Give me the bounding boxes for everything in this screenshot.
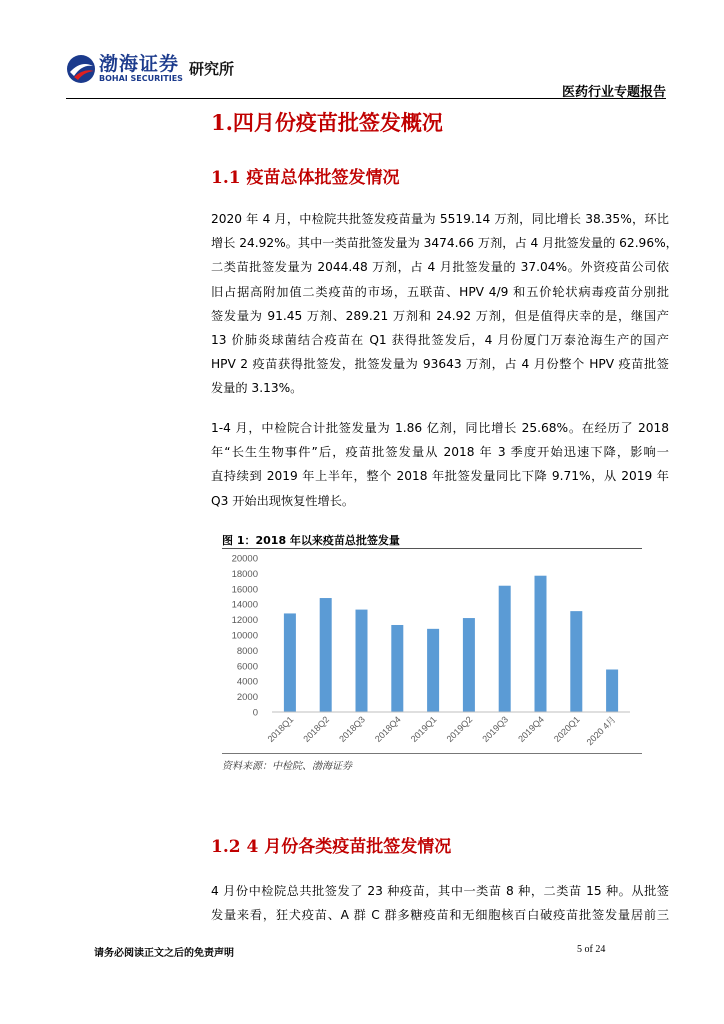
x-tick-label: 2018Q2 [301, 714, 332, 745]
paragraph-3 [211, 879, 669, 927]
section-heading-1: 1.四月份疫苗批签发概况 [211, 110, 443, 135]
vaccine-batch-release-bar-chart [222, 550, 642, 750]
x-tick-label: 2020 4月 [584, 714, 618, 748]
y-tick-label: 4000 [236, 676, 258, 688]
y-tick-label: 18000 [231, 568, 258, 580]
paragraph-2 [211, 416, 669, 513]
x-tick-label: 2019Q4 [516, 714, 546, 745]
footer-disclaimer: 请务必阅读正文之后的免责声明 [94, 948, 234, 959]
y-tick-label: 16000 [231, 584, 258, 596]
subsection-heading-1-2: 1.2 4 月份各类疫苗批签发情况 [211, 837, 452, 857]
text-line: 直持续到 2019 年上半年，整个 2018 年批签发量同比下降 9.71%，从 2019 年 [211, 469, 669, 484]
x-tick-label: 2020Q1 [551, 714, 582, 745]
bar-2019Q4 [535, 576, 547, 712]
page-number: 5 of 24 [577, 944, 606, 955]
x-tick-label: 2019Q2 [444, 714, 475, 745]
text-line: 4 月份中检院总共批签发了 23 种疫苗，其中一类苗 8 种，二类苗 15 种。从批签 [211, 884, 669, 898]
text-line: 旧占据高附加值二类疫苗的市场，五联苗、HPV 4/9 和五价轮状病毒疫苗分别批 [211, 284, 669, 299]
bar-2019Q2 [463, 618, 475, 712]
y-tick-label: 8000 [236, 645, 258, 657]
x-tick-label: 2018Q4 [372, 714, 403, 745]
y-tick-label: 20000 [231, 553, 258, 565]
bar-2018Q2 [320, 598, 332, 712]
report-type: 医药行业专题报告 [561, 85, 666, 100]
y-tick-label: 2000 [236, 692, 258, 704]
bar-2018Q4 [391, 625, 403, 712]
bar-2020Q1 [570, 611, 582, 712]
paragraph-1 [211, 207, 678, 401]
bar-2018Q3 [356, 610, 368, 712]
text-line: 二类苗批签发量为 2044.48 万剂，占 4 月批签发量的 37.04%。外资疫苗公司依 [211, 260, 669, 275]
text-line: HPV 2 疫苗获得批签发，批签发量为 93643 万剂，占 4 月份整个 HPV 疫苗批签 [211, 357, 669, 372]
bar-2018Q1 [284, 613, 296, 712]
logo-cn-text: 渤海证券 [99, 53, 180, 75]
text-line: 2020 年 4 月，中检院共批签发疫苗量为 5519.14 万剂，同比增长 38.35%，环比 [211, 212, 669, 226]
text-line: 增长 24.92%。其中一类苗批签发量为 3474.66 万剂，占 4 月批签发量的 62.96%， [211, 236, 678, 251]
y-tick-label: 10000 [231, 630, 258, 642]
bar-2019Q3 [499, 586, 511, 712]
bar-2019Q1 [427, 629, 439, 712]
logo-en-text: BOHAI SECURITIES [99, 74, 183, 83]
figure-title: 图 1：2018 年以来疫苗总批签发量 [222, 534, 400, 547]
text-line: 13 价肺炎球菌结合疫苗在 Q1 获得批签发后，4 月份厦门万泰沧海生产的国产 [211, 333, 669, 348]
company-logo [66, 54, 234, 84]
x-tick-label: 2019Q1 [408, 714, 439, 745]
x-tick-label: 2018Q1 [265, 714, 296, 745]
x-tick-label: 2019Q3 [480, 714, 511, 745]
figure-bottom-rule [222, 753, 642, 754]
bar-20204月 [606, 670, 618, 712]
text-line: Q3 开始出现恢复性增长。 [211, 493, 355, 508]
figure-top-rule [222, 548, 642, 549]
y-tick-label: 6000 [236, 661, 258, 673]
y-tick-label: 0 [252, 707, 258, 719]
subsection-heading-1-1: 1.1 疫苗总体批签发情况 [211, 168, 400, 188]
y-tick-label: 12000 [231, 615, 258, 627]
header-divider [66, 98, 666, 99]
y-tick-label: 14000 [231, 599, 258, 611]
figure-source: 资料来源：中检院、渤海证券 [222, 761, 352, 772]
text-line: 签发量为 91.45 万剂、289.21 万剂和 24.92 万剂，但是值得庆幸的是，继国产 [211, 308, 669, 323]
text-line: 1-4 月，中检院合计批签发量为 1.86 亿剂，同比增长 25.68%。在经历了 2018 [211, 421, 669, 435]
text-line: 发量的 3.13%。 [211, 381, 303, 396]
bohai-logo-icon [66, 54, 96, 84]
text-line: 年“长生生物事件”后，疫苗批签发量从 2018 年 3 季度开始迅速下降，影响一 [211, 445, 669, 460]
x-tick-label: 2018Q3 [337, 714, 367, 745]
text-line: 发量来看，狂犬疫苗、A 群 C 群多糖疫苗和无细胞核百白破疫苗批签发量居前三 [211, 908, 669, 923]
institute-name: 研究所 [188, 59, 234, 78]
